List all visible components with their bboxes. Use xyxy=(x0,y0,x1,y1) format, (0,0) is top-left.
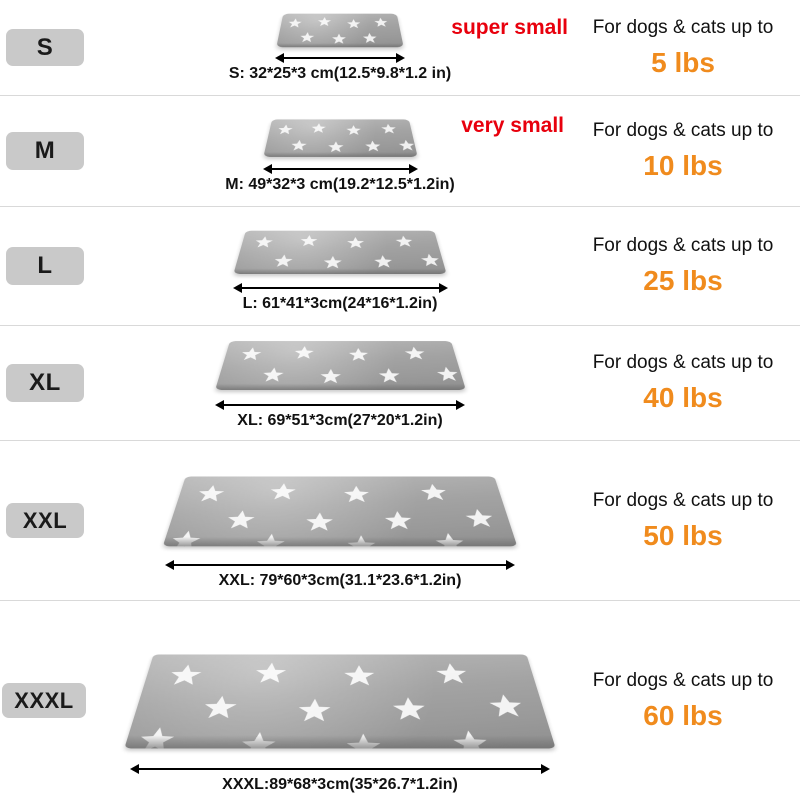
mat-image xyxy=(263,119,417,157)
weight-column xyxy=(572,490,800,552)
mat-column xyxy=(108,0,572,95)
weight-column xyxy=(572,235,800,297)
dimension-arrow xyxy=(130,764,550,774)
size-caption: L: 61*41*3cm(24*16*1.2in) xyxy=(242,295,438,312)
mat-image xyxy=(276,14,403,48)
size-column xyxy=(0,247,108,285)
mat-image xyxy=(124,654,555,748)
table-row xyxy=(0,0,800,96)
weight-value: 40 lbs xyxy=(643,382,723,413)
dimension-arrow xyxy=(165,560,515,570)
mat-edge xyxy=(215,383,466,390)
mat-image-wrap xyxy=(108,633,572,763)
size-column xyxy=(0,132,108,170)
table-row xyxy=(0,96,800,207)
size-badge: XXL xyxy=(6,503,84,538)
size-badge: XXXL xyxy=(2,683,86,718)
table-row xyxy=(0,326,800,441)
star-pattern-icon xyxy=(124,654,555,748)
mat-column xyxy=(108,207,572,325)
size-badge: XL xyxy=(6,364,84,402)
mat-image-wrap xyxy=(108,220,572,282)
mat-edge xyxy=(276,43,403,47)
mat-column xyxy=(108,326,572,440)
mat-column xyxy=(108,96,572,206)
mat-column xyxy=(108,601,572,800)
mat-edge xyxy=(124,736,555,749)
dimension-arrow xyxy=(263,164,418,174)
size-tag: super small xyxy=(451,16,568,39)
size-caption: XXL: 79*60*3cm(31.1*23.6*1.2in) xyxy=(218,572,462,589)
mat-image xyxy=(233,231,446,274)
weight-column xyxy=(572,120,800,182)
size-caption: S: 32*25*3 cm(12.5*9.8*1.2 in) xyxy=(228,65,452,82)
size-caption: XL: 69*51*3cm(27*20*1.2in) xyxy=(237,412,443,429)
dimension-arrow xyxy=(275,53,405,63)
size-badge: S xyxy=(6,29,84,67)
table-row xyxy=(0,601,800,800)
mat-edge xyxy=(263,152,417,157)
size-caption: M: 49*32*3 cm(19.2*12.5*1.2in) xyxy=(225,176,455,193)
weight-prefix: For dogs & cats up to xyxy=(592,235,774,256)
dimension-arrow xyxy=(233,283,448,293)
weight-prefix: For dogs & cats up to xyxy=(592,489,774,511)
mat-image-wrap xyxy=(108,329,572,399)
dimension-arrow xyxy=(215,400,465,410)
weight-column xyxy=(572,352,800,414)
weight-prefix: For dogs & cats up to xyxy=(592,669,774,691)
mat-image xyxy=(215,341,466,390)
weight-value: 60 lbs xyxy=(643,699,723,731)
size-caption: XXXL:89*68*3cm(35*26.7*1.2in) xyxy=(222,776,458,793)
mat-edge xyxy=(233,268,446,274)
weight-value: 50 lbs xyxy=(643,519,723,551)
weight-column xyxy=(572,17,800,79)
weight-column xyxy=(572,670,800,732)
size-column xyxy=(0,683,108,718)
weight-prefix: For dogs & cats up to xyxy=(592,16,774,38)
size-column xyxy=(0,364,108,402)
size-badge: M xyxy=(6,132,84,170)
mat-image-wrap xyxy=(108,459,572,559)
mat-edge xyxy=(163,537,518,546)
size-column xyxy=(0,503,108,538)
weight-value: 10 lbs xyxy=(643,150,723,181)
size-column xyxy=(0,29,108,67)
weight-prefix: For dogs & cats up to xyxy=(592,120,774,141)
table-row xyxy=(0,441,800,601)
weight-value: 25 lbs xyxy=(643,265,723,296)
mat-image xyxy=(163,477,518,547)
size-badge: L xyxy=(6,247,84,285)
star-pattern-icon xyxy=(163,477,518,547)
weight-prefix: For dogs & cats up to xyxy=(592,352,774,373)
mat-column xyxy=(108,441,572,600)
weight-value: 5 lbs xyxy=(651,46,715,78)
size-tag: very small xyxy=(461,114,564,137)
table-row xyxy=(0,207,800,326)
